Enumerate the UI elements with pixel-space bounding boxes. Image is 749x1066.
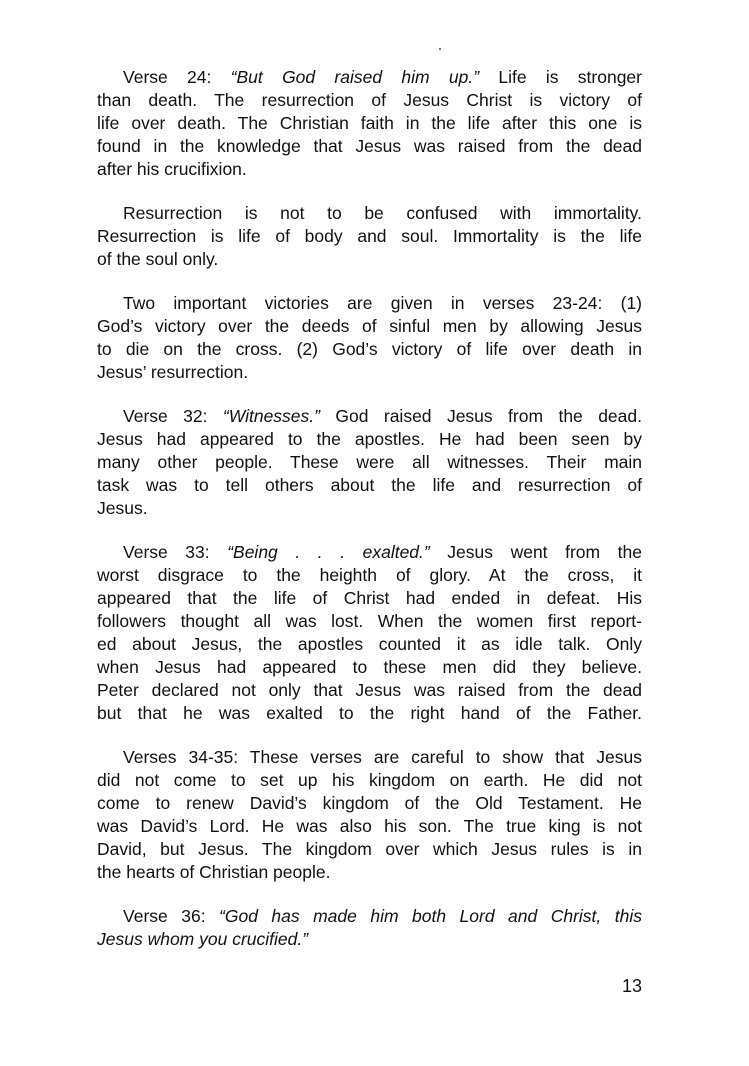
quoted-scripture: “God has made him both Lord and Christ, this [219,906,642,926]
text-line [97,202,642,225]
paragraph [97,66,642,181]
text-segment: to die on the cross. (2) God’s victory of life over death in [97,339,642,359]
text-segment: found in the knowledge that Jesus was raised from the dead [97,136,642,156]
quoted-scripture: Jesus whom you crucified.” [97,929,309,949]
text-segment: Life is stronger [479,67,642,87]
paragraph [97,405,642,520]
text-segment: life over death. The Christian faith in the life after this one is [97,113,642,133]
text-segment: God’s victory over the deeds of sinful men by allowing Jesus [97,316,642,336]
paragraph [97,905,642,951]
page-body [97,66,642,972]
text-line [97,769,642,792]
text-line [97,746,642,769]
text-segment: Verse 33: [123,542,228,562]
quoted-scripture: “Witnesses.” [222,406,320,426]
text-segment: worst disgrace to the heighth of glory. At the cross, it [97,565,642,585]
text-line [97,315,642,338]
text-line [97,89,642,112]
text-line [97,702,642,725]
text-line [97,541,642,564]
text-line [97,474,642,497]
text-line [97,405,642,428]
text-segment: Verse 32: [123,406,223,426]
text-line [97,66,642,89]
text-line [97,158,642,181]
text-segment: Peter declared not only that Jesus was raised from the dead [97,680,642,700]
text-line [97,610,642,633]
text-line [97,135,642,158]
text-line [97,679,642,702]
paragraph [97,292,642,384]
text-segment: was David’s Lord. He was also his son. The true king is not [97,816,642,836]
text-segment: followers thought all was lost. When the women first report- [97,611,642,631]
quoted-scripture: “But God raised him up.” [230,67,480,87]
text-segment: task was to tell others about the life and resurrection of [97,475,642,495]
text-line [97,905,642,928]
text-line [97,564,642,587]
text-line [97,292,642,315]
text-line [97,361,642,384]
text-line [97,792,642,815]
text-line [97,497,642,520]
text-segment: many other people. These were all witnesses. Their main [97,452,642,472]
text-line [97,656,642,679]
text-segment: Verse 24: [123,67,231,87]
text-segment: after his crucifixion. [97,159,247,179]
paragraph [97,541,642,725]
text-segment: Jesus’ resurrection. [97,362,249,382]
text-segment: did not come to set up his kingdom on earth. He did not [97,770,642,790]
text-line [97,225,642,248]
text-segment: appeared that the life of Christ had ended in defeat. His [97,588,642,608]
text-segment: David, but Jesus. The kingdom over which Jesus rules is in [97,839,642,859]
text-segment: Verses 34-35: These verses are careful to show that Jesus [123,747,642,767]
paragraph [97,202,642,271]
text-line [97,928,642,951]
text-segment: God raised Jesus from the dead. [319,406,642,426]
text-segment: Jesus went from the [429,542,642,562]
text-segment: when Jesus had appeared to these men did they believe. [97,657,642,677]
text-line [97,112,642,135]
text-line [97,451,642,474]
paragraph [97,746,642,884]
text-segment: ed about Jesus, the apostles counted it as idle talk. Only [97,634,642,654]
text-segment: Resurrection is not to be confused with immortality. [123,203,642,223]
quoted-scripture: “Being . . . exalted.” [227,542,430,562]
text-segment: of the soul only. [97,249,219,269]
text-segment: Resurrection is life of body and soul. Immortality is the life [97,226,642,246]
text-segment: than death. The resurrection of Jesus Christ is victory of [97,90,642,110]
text-line [97,338,642,361]
text-segment: the hearts of Christian people. [97,862,331,882]
text-segment: Two important victories are given in verses 23-24: (1) [123,293,642,313]
text-segment: Jesus. [97,498,148,518]
text-segment: but that he was exalted to the right hand of the Father. [97,703,642,723]
text-line [97,861,642,884]
text-segment: come to renew David’s kingdom of the Old Testament. He [97,793,642,813]
page-number: 13 [621,976,642,996]
text-line [97,587,642,610]
scan-speck [439,48,441,50]
text-line [97,838,642,861]
text-line [97,248,642,271]
text-line [97,428,642,451]
text-segment: Verse 36: [123,906,220,926]
text-segment: Jesus had appeared to the apostles. He had been seen by [97,429,642,449]
text-line [97,815,642,838]
text-line [97,633,642,656]
